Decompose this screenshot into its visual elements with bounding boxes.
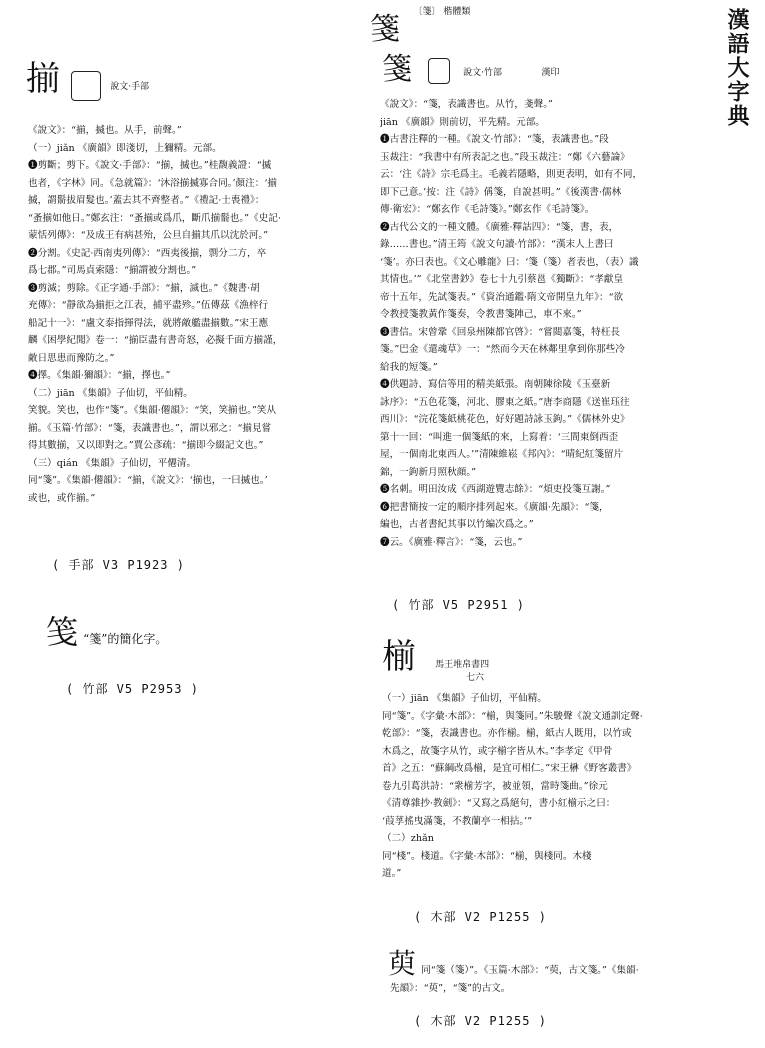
entry-line: 西川》：“浣花箋紙桃花色，好好題詩詠玉鉤。”《儒林外史》 bbox=[380, 414, 630, 425]
entry-line: ❶古書注釋的一種。《說文·竹部》：“箋，表識書也。”段 bbox=[380, 134, 609, 145]
entry-line: 或也，或作揃。” bbox=[28, 492, 96, 504]
entry-line: 《說文》：“箋，表識書也。从竹，戔聲。” bbox=[380, 99, 553, 110]
entry-line: 帝十五年，先試箋表。”《資治通鑑·隋文帝開皇九年》：“欲 bbox=[380, 291, 624, 303]
entry-line: 麟《困學紀聞》卷一：“揃臣盡有書奇怒，必擬千面方揃謹， bbox=[28, 335, 283, 346]
entry-header-jian-mu bbox=[382, 637, 490, 683]
entry-line: 敵日思患而豫防之。” bbox=[28, 352, 115, 364]
entry-line: 也者，《字林》同。《急就篇》：‘沐浴揃搣寡合同。’顏注：‘揃 bbox=[28, 177, 277, 189]
entry-source-2: 漢印 bbox=[541, 67, 560, 78]
entry-line: 玉裁注：“我書中有所表記之也。”段玉裁注：“鄭《六藝論》 bbox=[380, 151, 630, 163]
entry-line: 同“棧”。棧道。《字彙·木部》：“椾，與棧同。木棧 bbox=[382, 850, 592, 862]
entry-line: 首》之五：“蘇綱改爲椾，是宜可相仁。”宋王楙《野客叢書》 bbox=[382, 763, 637, 774]
entry-line: ‘葭莩搖曳滿箋，不教蘭亭一相拈。’” bbox=[382, 815, 533, 827]
entry-line: 屋，一個南北東西人。’”清陳維崧《邦內》：“晴紀紅箋留片 bbox=[380, 449, 624, 460]
entry-line: 爲七郡。”司馬貞索隱：“揃謂被分割也。” bbox=[28, 265, 197, 276]
entry-headword: 萸 bbox=[388, 947, 417, 980]
entry-headword: 揃 bbox=[26, 59, 60, 99]
entry-line: ❸書信。宋曾鞏《回泉州陳都官啓》：“嘗閲嘉箋，特枉長 bbox=[380, 326, 620, 338]
entry-header-alt bbox=[382, 44, 560, 88]
entry-line: 充傳》：“靜欲為揃拒之江表，捕平盡殄。”伍傳茲《漁梓行 bbox=[28, 300, 269, 311]
entry-headword-alt: 箋 bbox=[382, 52, 412, 87]
entry-line: 笑貌。笑也，也作“箋”。《集韻·僊韻》：“笑，笑揃也。”笑从 bbox=[28, 405, 277, 416]
entry-line: 揃。《玉篇·竹部》：“箋，表識書也。”，謂以邪之：“揃見嘗 bbox=[28, 422, 272, 434]
entry-headword: 笺 bbox=[46, 613, 79, 651]
entry-line: ❷古代公文的一種文體。《廣雅·釋詁四》：“箋，書，表， bbox=[380, 221, 619, 233]
entry-line: “蚤揃如他日。”鄭玄注：“蚤揃或爲爪，斷爪揃鬋也。”《史記· bbox=[28, 212, 281, 224]
entry-body bbox=[380, 96, 720, 551]
handwritten-note: ( 木部 V2 P1255 ) bbox=[414, 1014, 547, 1028]
entry-definition-2: 先韻》：“萸”，“箋”的古文。 bbox=[390, 983, 511, 994]
entry-line: jiān 《廣韻》則前切，平先精。元部。 bbox=[380, 116, 545, 128]
entry-line: 詠序》：“五色花箋，河北、膠東之紙。”唐李商隱《送崔珏往 bbox=[380, 396, 630, 408]
handwritten-note: ( 竹部 V5 P2951 ) bbox=[392, 598, 525, 612]
entry-line: （一）jiān 《集韻》子仙切，平仙精。 bbox=[382, 693, 547, 704]
entry-line: ❶剪斷；剪下。《說文·手部》：“揃，搣也。”桂馥義證：“搣 bbox=[28, 160, 272, 171]
entry-line: ❷分割。《史記·西南夷列傳》：“西夷後揃，剽分二方，卒 bbox=[28, 247, 267, 259]
entry-line: 《說文》：“揃，搣也。从手，前聲。” bbox=[28, 125, 182, 136]
entry-header-jian-zhan bbox=[26, 59, 150, 101]
entry-line: ❹供題詩、寫信等用的精美紙張。南朝陳徐陵《玉臺新 bbox=[380, 379, 611, 390]
entry-header-variant bbox=[388, 942, 639, 982]
entry-line: 《清尊雜抄·教劍》：“又寫之爲絕句，書小紅椾示之曰： bbox=[382, 798, 616, 809]
entry-line: 傳·衛宏》：“鄭玄作《毛詩箋》。”鄭玄作《毛詩箋》。 bbox=[380, 204, 595, 215]
entry-line: 第十一回：“叫進一個箋紙的來，上寫着：‘三間東倒西歪 bbox=[380, 431, 619, 443]
handwritten-note: ( 木部 V2 P1255 ) bbox=[414, 910, 547, 924]
handwritten-note: ( 竹部 V5 P2953 ) bbox=[66, 682, 199, 696]
entry-source: 馬王堆帛書四 bbox=[435, 660, 490, 670]
entry-definition: 同“箋（箋）”。《玉篇·木部》：“萸，古文箋。”《集韻· bbox=[421, 965, 639, 976]
entry-definition: “箋”的簡化字。 bbox=[83, 632, 168, 646]
entry-line: ❺名刺。明田汝成《西湖遊覽志餘》：“煩吏投箋互謝。” bbox=[380, 484, 611, 495]
entry-line: 錄……書也。”清王筠《說文句讀·竹部》：“漢末人上書曰 bbox=[380, 239, 614, 250]
entry-line: 同“箋”。《字彙·木部》：“椾，與箋同。”朱駿聲《說文通訓定聲· bbox=[382, 710, 643, 722]
entry-line: 卷九引葛洪詩：“衆椾芳字，被並領，當時箋曲。”徐元 bbox=[382, 780, 608, 792]
entry-line: 搣，謂鬋拔眉髮也。’蓋去其不齊整者。”《禮記·士喪禮》： bbox=[28, 195, 265, 206]
entry-line: 云：‘注《詩》宗毛爲主。毛義若隱略，則更表明，如有不同， bbox=[380, 169, 643, 180]
entry-line: 給我的短箋。” bbox=[380, 361, 438, 373]
entry-line: ❻把書簡按一定的順序排列起來。《廣韻·先韻》：“箋， bbox=[380, 501, 609, 513]
entry-line: 其情也。’”《北堂書鈔》卷七十九引蔡邕《獨斷》：“孝獻皇 bbox=[380, 274, 624, 285]
entry-body bbox=[28, 122, 364, 507]
entry-line: 道。” bbox=[382, 868, 402, 879]
seal-script-image bbox=[428, 58, 450, 84]
entry-line: 蒙恬列傳》：“及成王有病甚殆，公旦自揃其爪以沈於河。” bbox=[28, 230, 269, 241]
entry-line: 箋。”巴金《還魂草》一：“然而今天在林鄰里拿到你那些冷 bbox=[380, 344, 625, 355]
entry-line: （二）jiān 《集韻》子仙切，平仙精。 bbox=[28, 387, 193, 399]
entry-line: 木爲之，故箋字从竹，或字椾字皆从木。”李孝定《甲骨 bbox=[382, 745, 613, 757]
entry-line: 編也，古者書紀其事以竹編次爲之。” bbox=[380, 519, 534, 530]
entry-line: 得其數揃，又以即對之。”賈公彥疏：“揃即今綴記文也。” bbox=[28, 440, 264, 451]
entry-line: 令教授箋教黃作箋奏，令教書箋陣己，車不來。” bbox=[380, 309, 582, 320]
entry-line: （三）qián 《集韻》子仙切，平僊清。 bbox=[28, 457, 197, 469]
entry-line: 即下己意。’按：注《詩》偁箋，自說甚明。”《後漢書·儒林 bbox=[380, 186, 622, 198]
entry-line: ❹擇。《集韻·獮韻》：“揃，擇也。” bbox=[28, 370, 171, 381]
entry-source-sub: 七六 bbox=[466, 673, 485, 683]
entry-headword: 椾 bbox=[382, 637, 416, 677]
entry-line: （一）jiǎn 《廣韻》即淺切，上獮精。元部。 bbox=[28, 142, 222, 154]
entry-line: 船記十一》：“盧文泰指揮得法，就將敵艦盡揃數。”宋王應 bbox=[28, 317, 269, 329]
variant-note: 〔箋〕 楷體類 bbox=[413, 7, 471, 17]
handwritten-note: ( 手部 V3 P1923 ) bbox=[52, 558, 185, 572]
entry-line: （二）zhǎn bbox=[382, 833, 434, 844]
entry-line: ‘箋’。亦曰表也。《文心雕龍》曰：‘箋（箋）者表也，（表）識 bbox=[380, 256, 639, 268]
entry-line: 乾部》：“箋，表識書也。亦作椾。椾，紙古人既用，以竹或 bbox=[382, 728, 632, 739]
entry-header-simplified bbox=[46, 613, 168, 651]
book-title: 漢語大字典 bbox=[724, 8, 750, 128]
entry-line: 錦，一鉤新月照秋顔。” bbox=[380, 466, 477, 478]
entry-source: 說文·手部 bbox=[110, 82, 150, 92]
seal-script-image bbox=[71, 71, 101, 101]
entry-line: 同“箋”。《集韻·僊韻》：“揃，《說文》：‘揃也，一曰搣也。’ bbox=[28, 475, 268, 486]
entry-line: ❸剪滅；剪除。《正字通·手部》：“揃，滅也。”《魏書·胡 bbox=[28, 282, 260, 294]
entry-body bbox=[382, 690, 720, 883]
entry-line: ❼云。《廣雅·釋言》：“箋，云也。” bbox=[380, 536, 523, 548]
entry-source: 說文·竹部 bbox=[463, 67, 502, 78]
entry-headword: 箋 bbox=[370, 12, 400, 47]
entry-header-jian bbox=[370, 4, 470, 48]
